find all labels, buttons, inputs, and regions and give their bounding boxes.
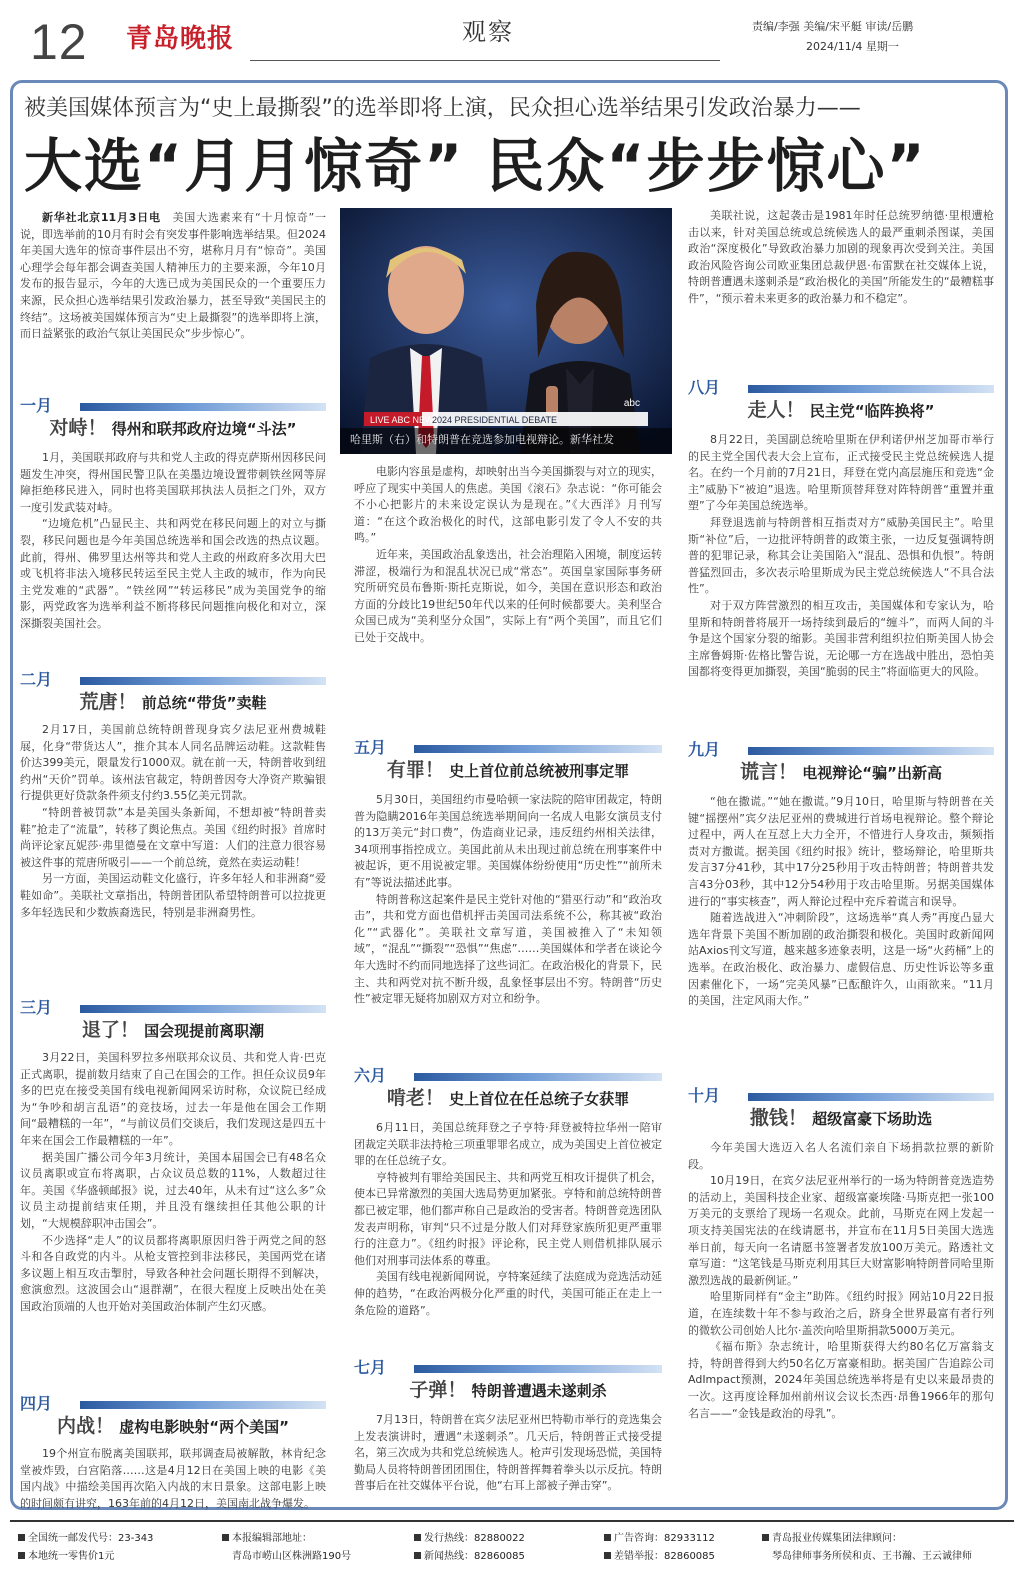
- section-title: 虚构电影映射“两个美国”: [119, 1418, 289, 1436]
- paragraph: 8月22日，美国副总统哈里斯在伊利诺伊州芝加哥市举行的民主党全国代表大会上宣布，正式接受民主党总统候选人提名。在约一个月前的7月21日，拜登在党内高层施压和竞选“金主”威胁下“被迫”退选。哈里斯顶替拜登对阵特朗普“重置并重塑”了今年美国总统选举。: [688, 433, 994, 513]
- section-heading: 有罪！ 史上首位前总统被刑事定罪: [386, 759, 630, 781]
- paragraph: 10月19日，在宾夕法尼亚州举行的一场为特朗普竞选造势的活动上，美国科技企业家、超级富豪埃隆·马斯克把一张100万美元的支票给了现场一名观众。此前，马斯克在网上发起一项支持美国宪法的在线请愿书，并宣布在11月5日美国大选选举日前，每天向一名请愿书签署者发放100万美元。路透社文章写道：“这笔钱是马斯克利用其巨大财富影响特朗普同哈里斯激烈选战的最新例证。”: [688, 1174, 994, 1287]
- intro-paragraph: [20, 210, 326, 343]
- section-heading: 啃老！ 史上首位在任总统子女获罪: [386, 1087, 630, 1109]
- section-keyword: 子弹: [409, 1379, 448, 1401]
- section-heading: 撒钱！ 超级富豪下场助选: [749, 1107, 933, 1129]
- month-label: 二月: [20, 670, 53, 689]
- footer-distribution-hotline: 发行热线：82880022: [414, 1532, 525, 1545]
- paragraph: “特朗普被罚款”本是美国头条新闻，不想却被“特朗普卖鞋”抢走了“流量”，转移了舆论焦点。美国《纽约时报》首席时尚评论家瓦妮莎·弗里德曼在文章中写道：人们的注意力很容易被这件事的荒唐所吸引——一个前总统，竟然在卖运动鞋！: [20, 805, 326, 869]
- month-label: 十月: [688, 1086, 721, 1105]
- intro-text: 美国大选素来有“十月惊奇”一说，即选举前的10月有时会有突发事件影响选举结果。但2024年美国大选年的惊奇事件层出不穷，堪称月月有“惊奇”。美国心理学会每年都会调查美国人精神压力的主要来源，今年10月发布的报告显示，今年的大选已成为美国民众的一个重要压力来源，民众担心选举结果引发政治暴力，甚至导致“美国民主的终结”。这场被美国媒体预言为“史上最撕裂”的选举即将上演，而日益紧张的政治气氛让美国民众“步步惊心”。: [20, 211, 327, 341]
- section-keyword: 撒钱: [749, 1107, 788, 1129]
- month-label: 三月: [20, 998, 53, 1017]
- paragraph: 7月13日，特朗普在宾夕法尼亚州巴特勒市举行的竞选集会上发表演讲时，遭遇“未遂刺杀”。几天后，特朗普正式接受提名，第三次成为共和党总统候选人。枪声引发现场恐慌，美国特勤局人员将特朗普团团围住，特朗普挥舞着拳头以示反抗。特朗普事后在社交媒体平台说，他“右耳上部被子弹击穿”。: [354, 1413, 662, 1493]
- footer-ad-inquiry: 广告咨询：82933112: [604, 1532, 715, 1545]
- month-label: 六月: [354, 1066, 387, 1085]
- footer-address-label: 本报编辑部地址：: [222, 1532, 312, 1545]
- section-title: 得州和联邦政府边境“斗法”: [111, 420, 297, 438]
- article-kicker: 被美国媒体预言为“史上最撕裂”的选举即将上演，民众担心选举结果引发政治暴力——: [24, 96, 861, 121]
- page-number: 12: [30, 14, 88, 70]
- section-rule: [250, 60, 720, 61]
- paragraph: 3月22日，美国科罗拉多州联邦众议员、共和党人肯·巴克正式离职，提前数月结束了自己在国会的工作。担任众议员9年多的巴克在接受美国有线电视新闻网采访时称，众议院已经成为“争吵和胡言乱语”的竞技场，过去一年是他在国会工作期间“最糟糕的一年”，“与前议员们交谈后，我们发现这是四五十年来在国会工作最糟糕的一年”。: [20, 1051, 326, 1147]
- section-keyword: 谎言: [740, 761, 779, 783]
- footer-error-report: 差错举报：82860085: [604, 1550, 715, 1563]
- section-heading: 走人！ 民主党“临阵换将”: [747, 399, 935, 421]
- month-bar: [80, 403, 326, 411]
- month-label: 七月: [354, 1358, 387, 1377]
- section-heading: 内战！ 虚构电影映射“两个美国”: [57, 1415, 289, 1437]
- section-body-april-start: [20, 1446, 326, 1510]
- photo-caption: 哈里斯（右）和特朗普在竞选参加电视辩论。新华社发: [350, 433, 614, 446]
- paragraph: 美国有线电视新闻网说，亨特案延续了法庭成为竞选活动延伸的趋势，“在政治两极分化严重的时代，美国可能正在走上一条危险的道路”。: [354, 1270, 662, 1317]
- footer-legal-counsel-label: 青岛报业传媒集团法律顾问：: [762, 1532, 902, 1545]
- footer-legal-counsel: 琴岛律师事务所侯和贞、王书瀚、王云诚律师: [772, 1551, 972, 1562]
- month-header-march: [20, 998, 326, 1044]
- month-header-april: [20, 1394, 326, 1440]
- section-keyword: 内战: [57, 1415, 96, 1437]
- footer-address: 青岛市崂山区株洲路190号: [232, 1551, 352, 1562]
- section-body-april-continued: [354, 464, 662, 647]
- newspaper-logo: 青岛晚报: [126, 24, 235, 54]
- month-bar: [414, 1365, 662, 1373]
- month-header-may: [354, 738, 662, 784]
- paragraph: 1月，美国联邦政府与共和党人主政的得克萨斯州因移民问题发生冲突，得州国民警卫队在美墨边境设置带刺铁丝网等屏障拒绝移民进入，同时也将美国联邦执法人员拒之门外，双方一度引发武装对峙。: [20, 451, 326, 514]
- section-heading: 对峙！ 得州和联邦政府边境“斗法”: [49, 417, 297, 439]
- paragraph: 亨特被判有罪给美国民主、共和两党互相攻讦提供了机会，使本已异常激烈的美国大选局势更加紧张。亨特和前总统特朗普都已被定罪，他们都声称自己是政治的受害者。特朗普竞选团队发表声明称，审判“只不过是分散人们对拜登家族所犯更严重罪行的注意力”。《纽约时报》评论称，民主党人则借机排队展示他们对刑事司法体系的尊重。: [354, 1170, 662, 1267]
- section-body-july-start: [354, 1412, 662, 1496]
- section-body-july-continued: [688, 208, 994, 308]
- month-header-october: [688, 1086, 994, 1132]
- section-keyword: 有罪: [386, 759, 425, 781]
- section-body-january: [20, 450, 326, 633]
- footer-retail-price: 本地统一零售价1元: [18, 1550, 114, 1563]
- month-label: 八月: [688, 378, 721, 397]
- paragraph: 2月17日，美国前总统特朗普现身宾夕法尼亚州费城鞋展，化身“带货达人”，推介其本人同名品牌运动鞋。这款鞋售价达399美元，限量发行1000双。就在前一天，特朗普收到纽约州“天价”罚单。该州法官裁定，特朗普因夸大净资产欺骗银行提供更好贷款条件须支付约3.55亿美元罚款。: [20, 723, 326, 803]
- month-bar: [80, 677, 326, 685]
- section-heading: 荒唐！ 前总统“带货”卖鞋: [79, 691, 267, 713]
- paragraph: 6月11日，美国总统拜登之子亨特·拜登被特拉华州一陪审团裁定关联非法持枪三项重罪罪名成立，成为美国史上首位被定罪的在任总统子女。: [354, 1121, 662, 1168]
- paragraph: 对于双方阵营激烈的相互攻击，美国媒体和专家认为，哈里斯和特朗普将展开一场持续到最后的“缠斗”，而两人间的斗争是这个国家分裂的缩影。美国非营利组织拉伯斯美国人协会主席鲁姆斯·佐格比警告说，无论哪一方在选战中胜出，恐怕美国都将变得更加撕裂，美国“脆弱的民主”将面临更大的风险。: [688, 598, 994, 679]
- month-bar: [748, 385, 994, 393]
- paragraph: 近年来，美国政治乱象迭出，社会治理陷入困境，制度运转滞涩，极端行为和混乱状况已成“常态”。英国皇家国际事务研究所研究员布鲁斯·斯托克斯说，如今，美国在意识形态和政治方面的分歧比19世纪50年代以来的任何时候都要大。美利坚合众国已成为“美利坚分众国”，实际上有“两个美国”，而且它们已处于交战中。: [354, 547, 662, 644]
- section-title: 特朗普遭遇未遂刺杀: [471, 1382, 607, 1400]
- month-bar: [748, 747, 994, 755]
- paragraph: 美联社说，这起袭击是1981年时任总统罗纳德·里根遭枪击以来，针对美国总统或总统候选人的最严重刺杀图谋，美国政治“深度极化”导致政治暴力加剧的现象再次受到关注。美国政治风险咨询公司欧亚集团总裁伊恩·布雷默在社交媒体上说，特朗普遭遇未遂刺杀是“政治极化的美国”所能发生的“最糟糕事件”，“预示着未来更多的政治暴力和不稳定”。: [688, 209, 994, 305]
- month-bar: [80, 1401, 326, 1409]
- footer-rule: [10, 1520, 1014, 1522]
- section-title: 史上首位前总统被刑事定罪: [449, 762, 630, 780]
- paragraph: 19个州宣布脱离美国联邦，联邦调查局被解散，林肯纪念堂被炸毁，白宫陷落……这是4月12日在美国上映的电影《美国内战》中描绘美国再次陷入内战的末日景象。这部电影上映的时间颇有讲究，163年前的4月12日，美国南北战争爆发。: [20, 1447, 326, 1510]
- debate-photo: [340, 208, 672, 454]
- overlay-brand: LIVE ABC NEWS: [370, 415, 440, 425]
- month-bar: [80, 1005, 326, 1013]
- article-headline: 大选“月月惊奇” 民众“步步惊心”: [24, 132, 927, 200]
- paragraph: “他在撒谎。”“她在撒谎。”9月10日，哈里斯与特朗普在关键“摇摆州”宾夕法尼亚州的费城进行首场电视辩论。整个辩论过程中，两人在互怼上大力全开，不惜进行人身攻击，频频指责对方撒谎。据美国《纽约时报》统计，整场辩论，哈里斯共发言37分41秒，其中17分25秒用于攻击特朗普；特朗普共发言43分03秒，其中12分54秒用于攻击哈里斯。另据美国媒体进行的“事实核查”，两人辩论过程中充斥着谎言和误导。: [688, 795, 994, 908]
- issue-date: 2024/11/4 星期一: [806, 40, 899, 53]
- section-body-may: [354, 792, 662, 1008]
- column-1: [20, 210, 326, 343]
- month-header-august: [688, 378, 994, 424]
- paragraph: 哈里斯同样有“金主”助阵。《纽约时报》网站10月22日报道，在连续数十年不参与政治之后，跻身全世界最富有者行列的微软公司创始人比尔·盖茨向哈里斯捐款5000万美元。: [688, 1290, 994, 1337]
- paragraph: 特朗普称这起案件是民主党针对他的“猎巫行动”和“政治攻击”，共和党方面也借机抨击美国司法系统不公，称其被“政治化”“武器化”。美联社文章写道，美国被推入了“未知领域”，“混乱”“撕裂”“恐惧”“焦虑”……美国媒体和学者在谈论今年大选时不约而同地选择了这些词汇。在政治极化的背景下，民主、共和两党对抗不断升级，乱象怪事层出不穷。特朗普“历史性”被定罪无疑将加剧双方对立和纷争。: [354, 892, 662, 1006]
- footer-news-hotline: 新闻热线：82860085: [414, 1550, 525, 1563]
- section-title: 观察: [462, 18, 514, 46]
- paragraph: 5月30日，美国纽约市曼哈顿一家法院的陪审团裁定，特朗普为隐瞒2016年美国总统选举期间向一名成人电影女演员支付的13万美元“封口费”，伪造商业记录，违反纽约州相关法律，34项刑事指控成立。美国此前从未出现过前总统在刑事案件中被起诉，更不用说被定罪。美国媒体纷纷使用“历史性”“前所未有”等说法描述此事。: [354, 793, 662, 889]
- month-bar: [748, 1093, 994, 1101]
- section-keyword: 对峙: [49, 417, 88, 439]
- section-title: 史上首位在任总统子女获罪: [449, 1090, 630, 1108]
- section-title: 国会现提前离职潮: [144, 1022, 265, 1040]
- paragraph: 《福布斯》杂志统计，哈里斯获得大约80名亿万富翁支持，特朗普得到大约50名亿万富豪相助。据美国广告追踪公司AdImpact预测，2024年美国总统选举将是有史以来最昂贵的一次。这再度诠释加州前州议会议长杰西·昂鲁1966年的那句名言——“金钱是政治的母乳”。: [688, 1340, 994, 1420]
- section-keyword: 走人: [747, 399, 786, 421]
- section-body-march: [20, 1050, 326, 1316]
- month-header-june: [354, 1066, 662, 1112]
- section-body-february: [20, 722, 326, 921]
- month-label: 四月: [20, 1394, 53, 1413]
- paragraph: 另一方面，美国运动鞋文化盛行，许多年轻人和非洲裔“爱鞋如命”。美联社文章指出，特朗普团队希望特朗普可以拉拢更多年轻选民和少数族裔选民，特别是非洲裔男性。: [20, 872, 326, 919]
- editor-credits: 责编/李强 美编/宋平艇 审读/岳鹏: [752, 20, 914, 33]
- section-body-august: [688, 432, 994, 681]
- section-keyword: 荒唐: [79, 691, 118, 713]
- month-label: 一月: [20, 396, 53, 415]
- paragraph: 今年美国大选迈入名人名流们亲自下场捐款拉票的新阶段。: [688, 1141, 994, 1171]
- paragraph: 拜登退选前与特朗普相互指责对方“威胁美国民主”。哈里斯“补位”后，一边批评特朗普的政策主张，一边反复强调特朗普的犯罪记录，称其会让美国陷入“混乱、恐惧和仇恨”。特朗普猛烈回击，多次表示哈里斯成为民主党总统候选人“不具合法性”。: [688, 515, 994, 596]
- section-title: 超级富豪下场助选: [812, 1110, 933, 1128]
- section-title: 电视辩论“骗”出新高: [802, 764, 942, 782]
- section-heading: 子弹！ 特朗普遭遇未遂刺杀: [409, 1379, 607, 1401]
- section-title: 民主党“临阵换将”: [809, 402, 935, 420]
- section-heading: 退了！ 国会现提前离职潮: [81, 1019, 265, 1041]
- paragraph: 随着选战进入“冲刺阶段”，这场选举“真人秀”再度凸显大选年背景下美国不断加剧的政治撕裂和极化。美国时政新闻网站Axios刊文写道，越来越多迹象表明，这是一场“火药桶”上的选举。在政治极化、政治暴力、虚假信息、历史性诉讼等多重因素催化下，一场“完美风暴”已酝酿许久，山雨欲来。“11月的美国，注定风雨大作。”: [688, 911, 994, 1008]
- section-body-june: [354, 1120, 662, 1319]
- section-keyword: 啃老: [386, 1087, 425, 1109]
- overlay-event: 2024 PRESIDENTIAL DEBATE: [432, 415, 558, 425]
- overlay-logo: abc: [623, 398, 640, 409]
- month-header-january: [20, 396, 326, 442]
- section-body-october: [688, 1140, 994, 1498]
- month-bar: [414, 745, 662, 753]
- dateline: 新华社北京11月3日电: [42, 211, 161, 224]
- section-keyword: 退了: [81, 1019, 120, 1041]
- paragraph: 不少选择“走人”的议员都将离职原因归咎于两党之间的怒斗和各自政党的内斗。从枪支管控到非法移民，美国两党在诸多议题上相互攻击掣肘，导致各种社会问题长期得不到解决，愈演愈烈。这波国会山“退群潮”，在很大程度上反映出处在美国政治顶端的人也开始对美国政治体制产生幻灭感。: [20, 1233, 326, 1313]
- footer-postal-code: 全国统一邮发代号：23-343: [18, 1532, 153, 1545]
- month-header-july: [354, 1358, 662, 1404]
- month-header-september: [688, 740, 994, 786]
- month-label: 九月: [688, 740, 721, 759]
- month-bar: [414, 1073, 662, 1081]
- month-header-february: [20, 670, 326, 716]
- section-body-september: [688, 794, 994, 1010]
- debate-photo-illustration: [340, 208, 672, 454]
- section-heading: 谎言！ 电视辩论“骗”出新高: [740, 761, 942, 783]
- paragraph: “边境危机”凸显民主、共和两党在移民问题上的对立与撕裂，移民问题也是今年美国总统选举和国会改选的热点议题。此前，得州、佛罗里达州等共和党人主政的州政府多次用大巴或飞机将非法入境移民转运至民主党人主政的城市，作为向民主党发难的“武器”。“铁丝网”“转运移民”成为美国党争的缩影，两党政客为选举利益不断将移民问题推向极化和对立，深深撕裂美国社会。: [20, 517, 326, 630]
- month-label: 五月: [354, 738, 387, 757]
- section-title: 前总统“带货”卖鞋: [141, 694, 267, 712]
- paragraph: 电影内容虽是虚构，却映射出当今美国撕裂与对立的现实，呼应了现实中美国人的焦虑。美国《滚石》杂志说：“你可能会不小心把影片的未来设定误认为是现在。”《大西洋》月刊写道：“在这个政治极化的时代，这部电影引发了令人不安的共鸣。”: [354, 465, 662, 545]
- paragraph: 据美国广播公司今年3月统计，美国本届国会已有48名众议员离职或宣布将离职，占众议员总数的11%，人数超过往年。美国《华盛顿邮报》说，过去40年，从未有过“这么多”众议员主动提前结束任期，并且没有继续担任其他公职的计划，“大规模辞职冲击国会”。: [20, 1150, 326, 1230]
